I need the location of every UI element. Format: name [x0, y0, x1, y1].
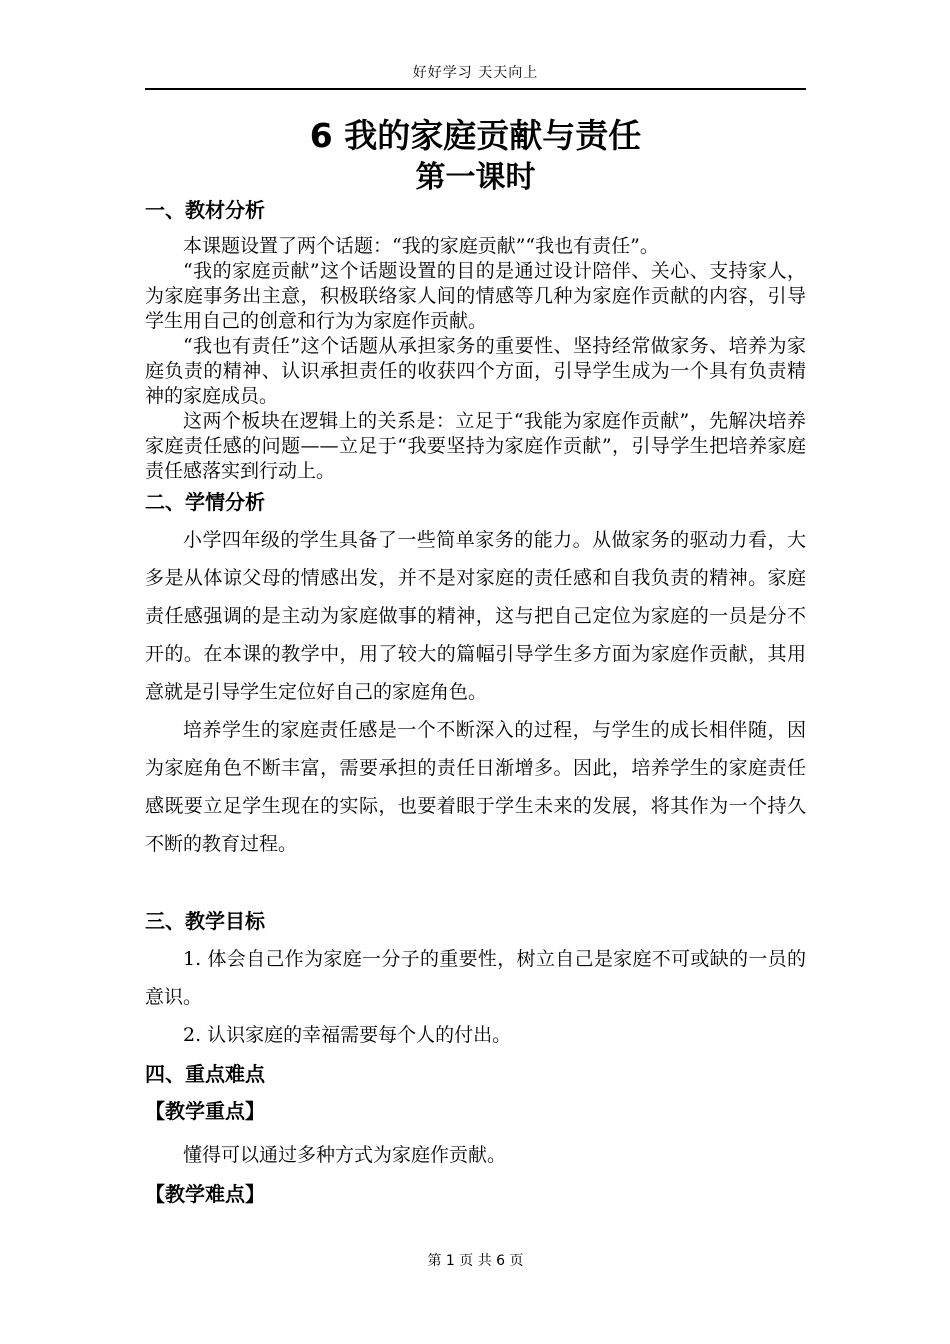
section-heading-textbook-analysis: 一、教材分析: [145, 198, 265, 222]
paragraph: 培养学生的家庭责任感是一个不断深入的过程，与学生的成长相伴随，因为家庭角色不断丰富，需要承担的责任日渐增多。因此，培养学生的家庭责任感既要立足学生现在的实际，也要着眼于学生未来的发展，将其作为一个持久不断的教育过程。: [145, 719, 806, 855]
section-body-textbook-analysis: [145, 234, 806, 484]
key-point-text: 懂得可以通过多种方式为家庭作贡献。: [183, 1144, 507, 1166]
header-divider: [145, 88, 806, 90]
paragraph: “我也有责任”这个话题从承担家务的重要性、坚持经常做家务、培养为家庭负责的精神、认识承担责任的收获四个方面，引导学生成为一个具有负责精神的家庭成员。: [145, 335, 806, 407]
paragraph: 本课题设置了两个话题：“我的家庭贡献”“我也有责任”。: [183, 235, 659, 257]
section-body-teaching-objectives: [145, 940, 806, 1054]
section-heading-teaching-objectives: 三、教学目标: [145, 909, 265, 933]
difficult-point-label: 【教学难点】: [145, 1182, 265, 1206]
page-header: 好好学习 天天向上: [412, 65, 539, 81]
document-subtitle: 第一课时: [415, 160, 536, 195]
paragraph: 小学四年级的学生具备了一些简单家务的能力。从做家务的驱动力看，大多是从体谅父母的情感出发，并不是对家庭的责任感和自我负责的精神。家庭责任感强调的是主动为家庭做事的精神，这与把自己定位为家庭的一员是分不开的。在本课的教学中，用了较大的篇幅引导学生多方面为家庭作贡献，其用意就是引导学生定位好自己的家庭角色。: [145, 529, 806, 703]
page-footer: 第 1 页 共 6 页: [427, 1253, 524, 1269]
paragraph: “我的家庭贡献”这个话题设置的目的是通过设计陪伴、关心、支持家人，为家庭事务出主意，积极联络家人间的情感等几种为家庭作贡献的内容，引导学生用自己的创意和行为为家庭作贡献。: [145, 260, 806, 332]
section-heading-key-difficult-points: 四、重点难点: [145, 1062, 265, 1086]
document-title: 6 我的家庭贡献与责任: [309, 116, 642, 155]
objective-item: 2. 认识家庭的幸福需要每个人的付出。: [183, 1024, 512, 1046]
paragraph: 这两个板块在逻辑上的关系是：立足于“我能为家庭作贡献”，先解决培养家庭责任感的问题——立足于“我要坚持为家庭作贡献”，引导学生把培养家庭责任感落实到行动上。: [145, 410, 806, 482]
section-body-learner-analysis: [145, 521, 806, 863]
key-point-label: 【教学重点】: [145, 1099, 265, 1123]
key-point-body: [145, 1136, 806, 1174]
objective-item: 1. 体会自己作为家庭一分子的重要性，树立自己是家庭不可或缺的一员的意识。: [145, 948, 806, 1008]
section-heading-learner-analysis: 二、学情分析: [145, 490, 265, 514]
